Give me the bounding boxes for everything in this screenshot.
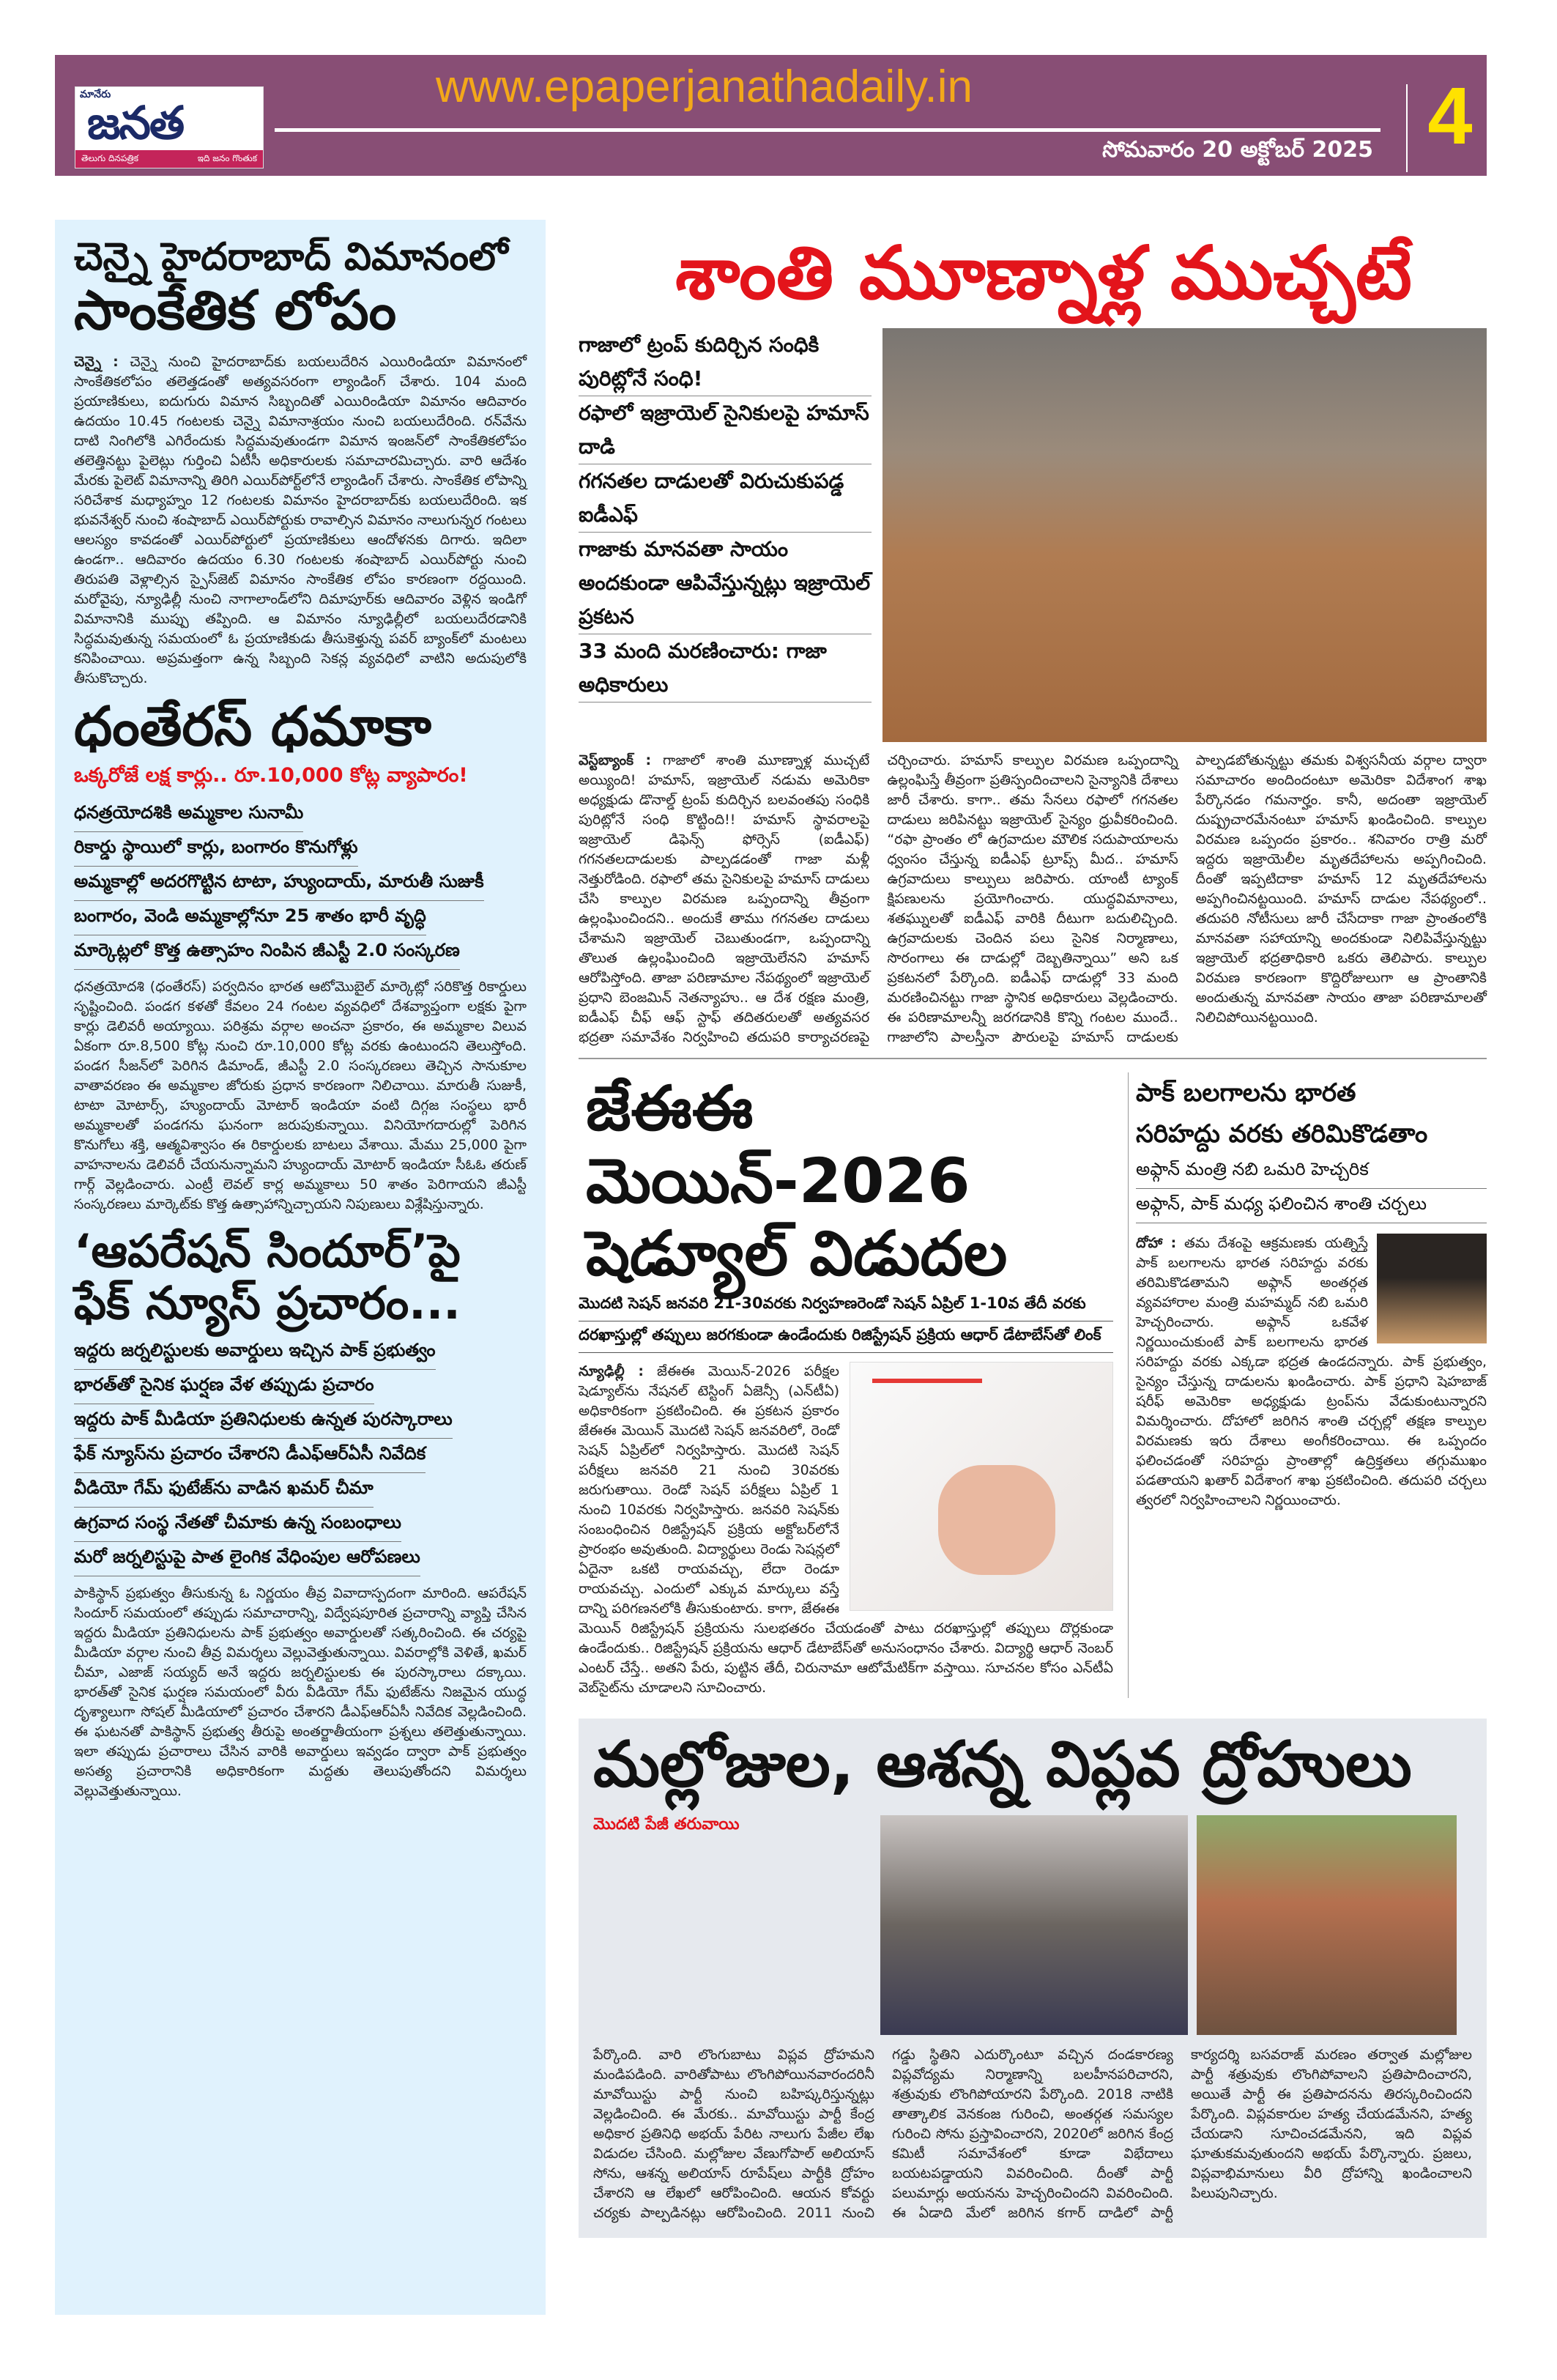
- website-url: www.epaperjanathadaily.in: [436, 62, 973, 112]
- pen-writing-photo: [850, 1362, 1113, 1611]
- article-mallojula: [579, 1719, 1487, 2238]
- headline: సాంకేతిక లోపం: [74, 278, 397, 342]
- article-flight: [74, 236, 527, 689]
- issue-date: సోమవారం 20 అక్టోబర్ 2025: [1102, 137, 1373, 163]
- subheads: గాజాలో ట్రంప్ కుదిర్చిన సంధికి పురిట్లోనే సంధి! రఫాలో ఇజ్రాయెల్ సైనికులపై హమాస్ దాడి గగనతల దాడులతో విరుచుకుపడ్డ ఐడీఎఫ్ గాజాకు మానవతా సాయం అందకుండా ఆపివేస్తున్నట్లు ఇజ్రాయెల్ ప్రకటన 33 మంది మరణించారు: గాజా అధికారులు: [579, 328, 872, 742]
- article-body: న్యూఢిల్లీ : జేఈఈ మెయిన్-2026 పరీక్షల షెడ్యూల్‌ను నేషనల్ టెస్టింగ్ ఏజెన్సీ (ఎన్‌టీఏ) అధికారికంగా ప్రకటించింది. ఈ ప్రకటన ప్రకారం జేఈఈ మెయిన్ మొదటి సెషన్ జనవరిలో, రెండో సెషన్ ఏప్రిల్‌లో నిర్వహిస్తారు. మొదటి సెషన్ పరీక్షలు జనవరి 21 నుంచి 30వరకు జరుగుతాయి. రెండో సెషన్ పరీక్షలు ఏప్రిల్ 1 నుంచి 10వరకు నిర్వహిస్తారు. జనవరి సెషన్‌కు సంబంధించిన రిజిస్ట్రేషన్ ప్రక్రియ అక్టోబర్‌లోనే ప్రారంభం అవుతుంది. విద్యార్థులు రెండు సెషన్లలో ఏదైనా ఒకటి రాయవచ్చు, లేదా రెండూ రాయవచ్చు. ఎందులో ఎక్కువ మార్కులు వస్తే దాన్ని పరిగణనలోకి తీసుకుంటారు. కాగా, జేఈఈ మెయిన్ రిజిస్ట్రేషన్ ప్రక్రియను సులభతరం చేయడంతో పాటు దరఖాస్తుల్లో తప్పులు దొర్లకుండా ఉండేందుకు.. రిజిస్ట్రేషన్ ప్రక్రియను ఆధార్ డేటాబేస్‌తో అనుసంధానం చేశారు. విద్యార్థి ఆధార్ నెంబర్ ఎంటర్ చేస్తే.. అతని పేరు, పుట్టిన తేదీ, చిరునామా ఆటోమేటిక్‌గా వస్తాయి. సూచనల కోసం ఎన్‌టీఏ వెబ్‌సైట్‌ను చూడాలని సూచించారు.: [579, 1363, 1113, 1697]
- subheads: ఇద్దరు జర్నలిస్టులకు అవార్డులు ఇచ్చిన పాక్ ప్రభుత్వం భారత్‌తో సైనిక ఘర్షణ వేళ తప్పుడు ప్రచారం ఇద్దరు పాక్ మీడియా ప్రతినిధులకు ఉన్నత పురస్కారాలు ఫేక్ న్యూస్‌ను ప్రచారం చేశారని డీఎఫ్‌ఆర్‌ఏసీ నివేదిక వీడియో గేమ్ ఫుటేజ్‌ను వాడిన ఖమర్ చీమా ఉగ్రవాద సంస్థ నేతతో చీమాకు ఉన్న సంబంధాలు మరో జర్నలిస్టుపై పాత లైంగిక వేధింపుల ఆరోపణలు: [74, 1335, 527, 1576]
- divider: [275, 128, 1381, 132]
- article-operation-sindoor: [74, 1225, 527, 1801]
- kicker: ఒక్కరోజే లక్ష కార్లు.. రూ.10,000 కోట్ల వ్యాపారం!: [74, 763, 468, 787]
- article-pak-afghan: పాక్ బలగాలను భారత సరిహద్దు వరకు తరిమికొడతాం అఫ్గాన్ మంత్రి నబి ఒమరి హెచ్చరిక అఫ్గాన్, పాక్ మధ్య ఫలించిన శాంతి చర్చలు దోహా : తమ దేశంపై ఆక్రమణకు యత్నిస్తే పాక్ బలగాలను భారత సరిహద్దు వరకు తరిమికొడతామని అఫ్గాన్ అంతర్గత వ్యవహారాల మంత్రి మహమ్మద్ నబి ఒమరి హెచ్చరించారు. అఫ్గాన్ ఒకవేళ నిర్ణయించుకుంటే పాక్ బలగాలను భారత సరిహద్దు వరకు ఎక్కడా భద్రత ఉండదన్నారు. పాక్ ప్రభుత్వం, సైన్యం చేస్తున్న దాడులను ఖండించారు. పాక్ ప్రధాని షెహబాజ్ షరీఫ్ అమెరికా అధ్యక్షుడు ట్రంప్‌ను వేడుకుంటున్నారని విమర్శించారు. దోహాలో జరిగిన శాంతి చర్చల్లో తక్షణ కాల్పుల విరమణకు ఇరు దేశాలు అంగీకరించాయి. ఈ ఒప్పందం ఫలించడంతో సరిహద్దు ప్రాంతాల్లో ఉద్రిక్తతలు తగ్గుముఖం పడతాయని ఖతార్ విదేశాంగ శాఖ ప్రకటించింది. తదుపరి చర్చలు త్వరలో నిర్వహించాలని నిర్ణయించారు.: [1136, 1072, 1487, 1698]
- article-body: దోహా : తమ దేశంపై ఆక్రమణకు యత్నిస్తే పాక్ బలగాలను భారత సరిహద్దు వరకు తరిమికొడతామని అఫ్గాన్ అంతర్గత వ్యవహారాల మంత్రి మహమ్మద్ నబి ఒమరి హెచ్చరించారు. అఫ్గాన్ ఒకవేళ నిర్ణయించుకుంటే పాక్ బలగాలను భారత సరిహద్దు వరకు ఎక్కడా భద్రత ఉండదన్నారు. పాక్ ప్రభుత్వం, సైన్యం చేస్తున్న దాడులను ఖండించారు. పాక్ ప్రధాని షెహబాజ్ షరీఫ్ అమెరికా అధ్యక్షుడు ట్రంప్‌ను వేడుకుంటున్నారని విమర్శించారు. దోహాలో జరిగిన శాంతి చర్చల్లో తక్షణ కాల్పుల విరమణకు ఇరు దేశాలు అంగీకరించాయి. ఈ ఒప్పందం ఫలించడంతో సరిహద్దు ప్రాంతాల్లో ఉద్రిక్తతలు తగ్గుముఖం పడతాయని ఖతార్ విదేశాంగ శాఖ ప్రకటించింది. తదుపరి చర్చలు త్వరలో నిర్వహించాలని నిర్ణయించారు.: [1136, 1235, 1487, 1508]
- article-body: పాకిస్థాన్ ప్రభుత్వం తీసుకున్న ఓ నిర్ణయం తీవ్ర వివాదాస్పదంగా మారింది. ఆపరేషన్ సిందూర్ సమయంలో తప్పుడు సమాచారాన్ని, విద్వేషపూరిత ప్రచారాన్ని వ్యాప్తి చేసిన ఇద్దరు మీడియా ప్రతినిధులను పాక్ ప్రభుత్వం అవార్డులతో సత్కరించింది. ఈ చర్యపై మీడియా వర్గాల నుంచి తీవ్ర విమర్శలు వెల్లువెత్తుతున్నాయి. వివరాల్లోకి వెళితే, ఖమర్ చీమా, ఎజాజ్ సయ్యద్ అనే ఇద్దరు జర్నలిస్టులకు ఈ పురస్కారాలు దక్కాయి. భారత్‌తో సైనిక ఘర్షణ సమయంలో వీరు వీడియో గేమ్ ఫుటేజ్‌ను నిజమైన యుద్ధ దృశ్యాలుగా సోషల్ మీడియాలో ప్రచారం చేశారని డీఎఫ్‌ఆర్‌ఏసీ నివేదిక వెల్లడించింది. ఈ ఘటనతో పాకిస్థాన్ ప్రభుత్వ తీరుపై అంతర్జాతీయంగా ప్రశ్నలు తలెత్తుతున్నాయి. ఇలా తప్పుడు ప్రచారాలు చేసిన వారికి అవార్డులు ఇవ్వడం ద్వారా పాక్ ప్రభుత్వం అసత్య ప్రచారానికి అధికారికంగా మద్దతు తెలుపుతోందని విమర్శలు వెల్లువెత్తుతున్నాయి.: [74, 1584, 527, 1799]
- subheads: ధనత్రయోదశికి అమ్మకాల సునామీ రికార్డు స్థాయిలో కార్లు, బంగారం కొనుగోళ్లు అమ్మకాల్లో అదరగొట్టిన టాటా, హ్యుందాయ్, మారుతీ సుజుకీ బంగారం, వెండి అమ్మకాల్లోనూ 25 శాతం భారీ వృద్ధి మార్కెట్లలో కొత్త ఉత్సాహం నింపిన జీఎస్టీ 2.0 సంస్కరణ: [74, 798, 527, 970]
- left-column: [55, 220, 546, 2315]
- subheads: మొదటి సెషన్ జనవరి 21-30వరకు నిర్వహణరెండో సెషన్ ఏప్రిల్ 1-10వ తేదీ వరకు దరఖాస్తుల్లో తప్పులు జరగకుండా ఉండేందుకు రిజిస్ట్రేషన్ ప్రక్రియ ఆధార్ డేటాబేస్‌తో లింక్: [579, 1290, 1113, 1353]
- headline: జేఈఈ మెయిన్-2026 షెడ్యూల్ విడుదల: [586, 1072, 1008, 1290]
- headline: మల్లోజుల, ఆశన్న విప్లవ ద్రోహులు: [593, 1728, 1412, 1802]
- divider: [579, 1058, 1487, 1059]
- article-body: చెన్నై : చెన్నై నుంచి హైదరాబాద్‌కు బయలుదేరిన ఎయిరిండియా విమానంలో సాంకేతికలోపం తలెత్తడంతో అత్యవసరంగా ల్యాండింగ్ చేశారు. 104 మంది ప్రయాణికులు, ఐదుగురు విమాన సిబ్బందితో ఎయిరిండియా విమానం ఆదివారం ఉదయం 10.45 గంటలకు చెన్నై విమానాశ్రయం నుంచి బయలుదేరింది. రన్‌వేను దాటి నింగిలోకి ఎగిరేందుకు సిద్ధమవుతుండగా విమాన ఇంజన్‌లో సాంకేతికలోపం తలెత్తినట్టు పైలెట్లు గుర్తించి ఏటీసీ అధికారులకు సమాచారమిచ్చారు. వారి ఆదేశం మేరకు పైలెట్ విమానాన్ని తిరిగి ఎయిర్‌పోర్ట్‌లోనే ల్యాండింగ్ చేశారు. సాంకేతిక లోపాన్ని సరిచేశాక మధ్యాహ్నం 12 గంటలకు విమానం హైదరాబాద్‌కు బయలుదేరింది. ఇక భువనేశ్వర్ నుంచి శంషాబాద్ ఎయిర్‌పోర్టుకు రావాల్సిన విమానం నాలుగున్నర గంటలు ఆలస్యం కావడంతో ఎయిర్‌పోర్టులో ప్రయాణికులు ఆందోళనకు దిగారు. ఇదిలా ఉండగా.. ఆదివారం ఉదయం 6.30 గంటలకు శంషాబాద్ ఎయిర్‌పోర్టు నుంచి తిరుపతి వెళ్లాల్సిన స్పైస్‌జెట్ విమానం సాంకేతిక లోపం కారణంగా రద్దయింది. మరోవైపు, న్యూఢిల్లీ నుంచి నాగాలాండ్‌లోని దిమాపూర్‌కు ఆదివారం వెళ్లిన ఇండిగో విమానానికి ముప్పు తప్పింది. ఆ విమానం న్యూఢిల్లీలో బయలుదేరడానికి సిద్ధమవుతున్న సమయంలో ఓ ప్రయాణికుడు తీసుకెళ్తున్న పవర్ బ్యాంక్‌లో మంటలు కనిపించాయి. అప్రమత్తంగా ఉన్న సిబ్బంది సెకన్ల వ్యవధిలో వాటిని అదుపులోకి తీసుకొచ్చారు.: [74, 353, 527, 686]
- right-area: [579, 220, 1487, 2238]
- headline: ధంతేరస్ ధమాకా: [74, 694, 431, 758]
- masthead: [55, 55, 1487, 176]
- headline: పాక్ బలగాలను భారత సరిహద్దు వరకు తరిమికొడతాం: [1136, 1078, 1428, 1149]
- headline: చెన్నై హైదరాబాద్ విమానంలో: [74, 235, 508, 279]
- gaza-rubble-photo: [882, 328, 1487, 742]
- mallojula-photo: [880, 1815, 1188, 2035]
- article-body: వెస్ట్‌బ్యాంక్ : గాజాలో శాంతి మూణ్నాళ్ల ముచ్చటే అయ్యింది! హమాస్, ఇజ్రాయెల్ నడుమ అమెరికా అధ్యక్షుడు డొనాల్డ్ ట్రంప్ కుదిర్చిన బలవంతపు సంధికి పురిట్లోనే సంధి కొట్టింది!! హమాస్ స్థావరాలపై ఇజ్రాయెల్ డిఫెన్స్ ఫోర్సెస్ (ఐడీఎఫ్) గగనతలదాడులకు పాల్పడడంతో గాజా మళ్లీ నెత్తురోడింది. రఫాలో తమ సైనికులపై హమాస్ దాడులు చేసి కాల్పుల విరమణ ఒప్పందాన్ని తీవ్రంగా ఉల్లంఘించిందని.. అందుకే తాము గగనతల దాడులు చేశామని ఇజ్రాయెల్ చెబుతుండగా, ఒప్పందాన్ని తొలుత ఉల్లంఘించింది ఇజ్రాయెలేనని హమాస్ ఆరోపిస్తోంది. తాజా పరిణామాల నేపథ్యంలో ఇజ్రాయెల్ ప్రధాని బెంజమిన్ నెతన్యాహు.. ఆ దేశ రక్షణ మంత్రి, ఐడీఎఫ్ చీఫ్ ఆఫ్ స్టాఫ్ తదితరులతో అత్యవసర భద్రతా సమావేశం నిర్వహించి తదుపరి కార్యాచరణపై చర్చించారు. హమాస్ కాల్పుల విరమణ ఒప్పందాన్ని ఉల్లంఘిస్తే తీవ్రంగా ప్రతిస్పందించాలని సైన్యానికి దేశాలు జారీ చేశారు. కాగా.. తమ సేనలు రఫాలో గగనతల దాడులు జరిపినట్టు ఇజ్రాయెల్ సైన్యం ధ్రువీకరించింది. “రఫా ప్రాంతం లో ఉగ్రవాదుల మౌలిక సదుపాయాలను ధ్వంసం చేస్తున్న ఐడీఎఫ్ ట్రూప్స్ మీద.. హమాస్ ఉగ్రవాదులు కాల్పులు జరిపారు. యాంటీ ట్యాంక్ క్షిపణులను ప్రయోగించారు. యుద్ధవిమానాలు, శతఘ్నులతో ఐడీఎఫ్ వారికి దీటుగా బదులిచ్చింది. ఉగ్రవాదులకు చెందిన పలు సైనిక నిర్మాణాలు, సొరంగాలు ఈ దాడుల్లో దెబ్బతిన్నాయి” అని ఒక ప్రకటనలో పేర్కొంది. ఐడీఎఫ్ దాడుల్లో 33 మంది మరణించినట్టు గాజా స్థానిక అధికారులు వెల్లడించారు. ఈ పరిణామాలన్నీ జరగడానికి కొన్ని గంటల ముందే.. గాజాలోని పాలస్తీనా పౌరులపై హమాస్ దాడులకు పాల్పడబోతున్నట్టు తమకు విశ్వసనీయ వర్గాల ద్వారా సమాచారం అందిందంటూ అమెరికా విదేశాంగ శాఖ పేర్కొనడం గమనార్హం. కానీ, అదంతా ఇజ్రాయెల్ దుష్ప్రచారమేనంటూ హమాస్ ఖండించింది. కాల్పుల విరమణ ఒప్పందం ప్రకారం.. శనివారం రాత్రి మరో ఇద్దరు ఇజ్రాయెలీల మృతదేహాలను అప్పగించింది. దీంతో ఇప్పటిదాకా హమాస్ 12 మృతదేహాలను అప్పగించినట్టయింది. హమాస్ దాడుల నేపథ్యంలో.. తదుపరి నోటీసులు జారీ చేసేదాకా గాజా ప్రాంతంలోకి మానవతా సహాయాన్ని అందకుండా నిలిపివేస్తున్నట్టు ఇజ్రాయెల్ భద్రతాధికారి ఒకరు తెలిపారు. కాల్పుల విరమణ కారణంగా కొద్దిరోజులుగా ఆ ప్రాంతానికి అందుతున్న మానవతా సాయం తాజా పరిణామాలతో నిలిచిపోయినట్టయింది.: [579, 752, 1487, 1045]
- article-body: పేర్కొంది. వారి లొంగుబాటు విప్లవ ద్రోహమని మండిపడింది. వారితోపాటు లొంగిపోయినవారందరినీ మావోయిస్టు పార్టీ నుంచి బహిష్కరిస్తున్నట్లు వెల్లడించింది. ఈ మేరకు.. మావోయిస్టు పార్టీ కేంద్ర అధికార ప్రతినిధి అభయ్ పేరిట నాలుగు పేజీల లేఖ విడుదల చేసింది. మల్లోజుల వేణుగోపాల్ అలియాస్ సోను, ఆశన్న అలియాస్ రూపేష్‌లు పార్టీకి ద్రోహం చేశారని ఆ లేఖలో ఆరోపించింది. ఆయన కోవర్టు చర్యకు పాల్పడినట్లు ఆరోపించింది. 2011 నుంచి గడ్డు స్థితిని ఎదుర్కొంటూ వచ్చిన దండకారణ్య విప్లవోద్యమ నిర్మాణాన్ని బలహీనపరిచారని, శత్రువుకు లొంగిపోయారని పేర్కొంది. 2018 నాటికి తాత్కాలిక వెనకంజ గురించి, అంతర్గత సమస్యల గురించి సోను ప్రస్తావించారని, 2020లో జరిగిన కేంద్ర కమిటీ సమావేశంలో కూడా విభేదాలు బయటపడ్డాయని వివరించింది. దీంతో పార్టీ పలుమార్లు అయనను హెచ్చరించిందని వివరించింది. ఈ ఏడాది మేలో జరిగిన కగార్ దాడిలో పార్టీ కార్యదర్శి బసవరాజ్ మరణం తర్వాత మల్లోజుల పార్టీ శత్రువుకు లొంగిపోవాలని ప్రతిపాదించారని, అయితే పార్టీ ఈ ప్రతిపాదనను తిరస్కరించిందని పేర్కొంది. విప్లవకారుల హత్య చేయడమేనని, హత్య చేయడాని సూచించడమేనని, ఇది విప్లవ ఘాతుకమవుతుందని అభయ్ పేర్కొన్నారు. ప్రజలు, విప్లవాభిమానులు వీరి ద్రోహాన్ని ఖండించాలని పిలుపునిచ్చారు.: [593, 2046, 1472, 2221]
- newspaper-logo: మానేరు జనత తెలుగు దినపత్రిక ఇది జనం గొంతుక: [75, 86, 264, 168]
- article-jee: [579, 1072, 1121, 1698]
- ashanna-photo: [1197, 1815, 1457, 2035]
- divider: [1128, 1072, 1129, 1698]
- divider: [1406, 84, 1408, 172]
- headline: ‘ఆపరేషన్ సిందూర్’పై: [74, 1223, 461, 1278]
- article-body: ధనత్రయోదశి (ధంతేరస్) పర్వదినం భారత ఆటోమొబైల్ మార్కెట్లో సరికొత్త రికార్డులు సృష్టించింది. పండగ కళతో కేవలం 24 గంటల వ్యవధిలో దేశవ్యాప్తంగా లక్షకు పైగా కార్లు డెలివరీ అయ్యాయి. పరిశ్రమ వర్గాల అంచనా ప్రకారం, ఈ అమ్మకాల విలువ ఏకంగా రూ.8,500 కోట్ల నుంచి రూ.10,000 కోట్ల వరకు ఉంటుందని తెలుస్తోంది. పండగ సీజన్‌లో పెరిగిన డిమాండ్, జీఎస్టీ 2.0 సంస్కరణలు తెచ్చిన సానుకూల వాతావరణం ఈ అమ్మకాల జోరుకు ప్రధాన కారణంగా నిలిచాయి. మారుతీ సుజుకీ, టాటా మోటార్స్, హ్యుందాయ్ మోటార్ ఇండియా వంటి దిగ్గజ సంస్థలు భారీ అమ్మకాలతో పండగను ఘనంగా జరుపుకున్నాయి. వినియోగదారుల్లో పెరిగిన కొనుగోలు శక్తి, ఆత్మవిశ్వాసం ఈ రికార్డులకు బాటలు వేశాయి. మేము 25,000 పైగా వాహనాలను డెలివరీ చేయనున్నామని హ్యుందాయ్ మోటార్ ఇండియా సీఓఓ తరుణ్ గార్గ్ వెల్లడించారు. ఎంట్రీ లెవల్ కార్ల అమ్మకాలు 50 శాతం పెరిగాయని జీఎస్టీ సంస్కరణలు మార్కెట్‌కు కొత్త ఉత్సాహాన్నిచ్చాయని నిపుణులు విశ్లేషిస్తున్నారు.: [74, 978, 527, 1212]
- page-number: 4: [1427, 71, 1473, 161]
- headline: ఫేక్ న్యూస్ ప్రచారం...: [74, 1276, 461, 1330]
- article-dhanteras: [74, 696, 527, 1215]
- continued-label: మొదటి పేజీ తరువాయి: [593, 1814, 740, 1834]
- minister-photo: [1377, 1234, 1487, 1343]
- lead-headline: శాంతి మూణ్నాళ్ల ముచ్చటే: [675, 230, 1412, 316]
